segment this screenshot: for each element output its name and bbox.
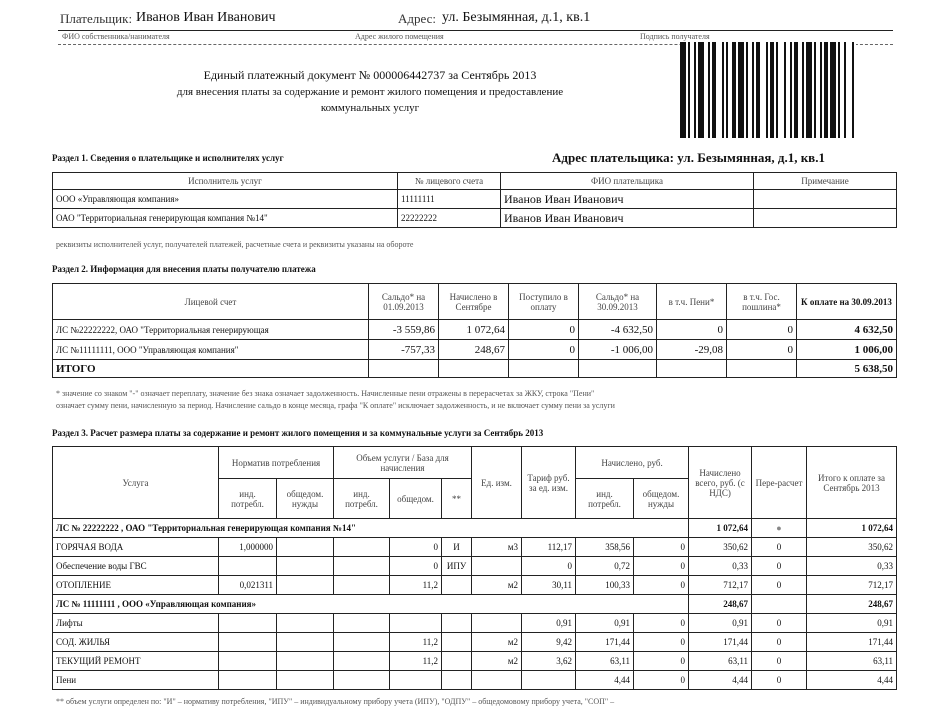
vol-common-cell: 11,2 bbox=[390, 576, 442, 595]
to-pay-cell: 248,67 bbox=[807, 595, 897, 614]
payment-table bbox=[52, 283, 897, 378]
table-row bbox=[53, 320, 897, 340]
vol-star-cell: И bbox=[442, 538, 472, 557]
ch-ind-cell: 100,33 bbox=[576, 576, 634, 595]
table-row bbox=[53, 652, 897, 671]
recalc-cell: 0 bbox=[752, 557, 807, 576]
to-pay-cell: 1 072,64 bbox=[807, 519, 897, 538]
col-payer-name: ФИО плательщика bbox=[501, 173, 754, 190]
recalc-cell: 0 bbox=[752, 538, 807, 557]
vol-common-cell: 11,2 bbox=[390, 633, 442, 652]
barcode-image bbox=[680, 42, 930, 138]
vol-star-cell: ИПУ bbox=[442, 557, 472, 576]
section2-footnote-1: * значение со знаком "-" означает переплату, значение без знака означает задолженность. Начисленные пени отражены в перерасчетах за ЖКУ, строка "Пени" bbox=[56, 389, 595, 398]
norm-common-cell bbox=[277, 538, 334, 557]
total-charged-cell: 0,91 bbox=[689, 614, 752, 633]
col-provider: Исполнитель услуг bbox=[53, 173, 398, 190]
ch-ind-cell: 0,91 bbox=[576, 614, 634, 633]
account-cell: ЛС №22222222, ОАО "Территориальная генерирующая bbox=[53, 320, 369, 340]
norm-ind-cell: 0,021311 bbox=[219, 576, 277, 595]
service-cell: СОД. ЖИЛЬЯ bbox=[53, 633, 219, 652]
col-peni: в т.ч. Пени* bbox=[657, 284, 727, 320]
ch-ind-cell: 4,44 bbox=[576, 671, 634, 690]
total-label: ИТОГО bbox=[53, 360, 369, 378]
section1-title: Раздел 1. Сведения о плательщике и исполнителях услуг bbox=[52, 153, 284, 163]
to-pay-cell: 712,17 bbox=[807, 576, 897, 595]
total-row bbox=[53, 360, 897, 378]
charged-cell: 1 072,64 bbox=[439, 320, 509, 340]
recalc-cell: ● bbox=[752, 519, 807, 538]
vol-common-cell bbox=[390, 614, 442, 633]
col-service: Услуга bbox=[53, 447, 219, 519]
recalc-cell: 0 bbox=[752, 614, 807, 633]
ch-ind-cell: 358,56 bbox=[576, 538, 634, 557]
vol-ind-cell bbox=[334, 633, 390, 652]
col-to-pay: К оплате на 30.09.2013 bbox=[797, 284, 897, 320]
ch-ind-cell: 171,44 bbox=[576, 633, 634, 652]
unit-cell bbox=[472, 614, 522, 633]
note-cell bbox=[754, 190, 897, 209]
total-charged-cell: 712,17 bbox=[689, 576, 752, 595]
norm-ind-cell bbox=[219, 633, 277, 652]
saldo-start-cell: -757,33 bbox=[369, 340, 439, 360]
col-paid: Поступило в оплату bbox=[509, 284, 579, 320]
address-value: ул. Безымянная, д.1, кв.1 bbox=[442, 10, 591, 25]
total-charged-cell: 63,11 bbox=[689, 652, 752, 671]
vol-common-cell: 11,2 bbox=[390, 652, 442, 671]
col-saldo-start: Сальдо* на 01.09.2013 bbox=[369, 284, 439, 320]
caption-signature: Подпись получателя bbox=[640, 32, 710, 41]
document-subtitle-1: для внесения платы за содержание и ремонт жилого помещения и предоставление bbox=[176, 86, 564, 98]
total-charged-cell: 248,67 bbox=[689, 595, 752, 614]
unit-cell: м3 bbox=[472, 538, 522, 557]
recalc-cell: 0 bbox=[752, 671, 807, 690]
norm-common-cell bbox=[277, 557, 334, 576]
calculation-table bbox=[52, 446, 897, 690]
col-recalc: Пере-расчет bbox=[752, 447, 807, 519]
table-row bbox=[53, 340, 897, 360]
col-charged: Начислено, руб. bbox=[576, 447, 689, 479]
to-pay-cell: 63,11 bbox=[807, 652, 897, 671]
norm-common-cell bbox=[277, 576, 334, 595]
ch-ind-cell: 0,72 bbox=[576, 557, 634, 576]
providers-table bbox=[52, 172, 897, 228]
col-norm-ind: инд. потребл. bbox=[219, 479, 277, 519]
tariff-cell bbox=[522, 671, 576, 690]
recalc-cell: 0 bbox=[752, 633, 807, 652]
document-title: Единый платежный документ № 000006442737 за Сентябрь 2013 bbox=[203, 68, 537, 82]
vol-common-cell: 0 bbox=[390, 557, 442, 576]
caption-owner: ФИО собственника/нанимателя bbox=[62, 32, 170, 41]
total-charged-cell: 171,44 bbox=[689, 633, 752, 652]
ch-common-cell: 0 bbox=[634, 576, 689, 595]
tariff-cell: 0 bbox=[522, 557, 576, 576]
recalc-cell bbox=[752, 595, 807, 614]
col-vol-ind: инд. потребл. bbox=[334, 479, 390, 519]
vol-ind-cell bbox=[334, 538, 390, 557]
tariff-cell: 9,42 bbox=[522, 633, 576, 652]
vol-star-cell bbox=[442, 633, 472, 652]
col-norm: Норматив потребления bbox=[219, 447, 334, 479]
tariff-cell: 112,17 bbox=[522, 538, 576, 557]
unit-cell: м2 bbox=[472, 652, 522, 671]
payer-name-cell: Иванов Иван Иванович bbox=[501, 209, 754, 228]
ch-common-cell: 0 bbox=[634, 652, 689, 671]
recalc-cell: 0 bbox=[752, 652, 807, 671]
col-saldo-end: Сальдо* на 30.09.2013 bbox=[579, 284, 657, 320]
peni-cell: 0 bbox=[657, 320, 727, 340]
total-value: 5 638,50 bbox=[797, 360, 897, 378]
col-unit: Ед. изм. bbox=[472, 447, 522, 519]
vol-ind-cell bbox=[334, 671, 390, 690]
col-account: № лицевого счета bbox=[398, 173, 501, 190]
col-ch-common: общедом. нужды bbox=[634, 479, 689, 519]
duty-cell: 0 bbox=[727, 320, 797, 340]
saldo-end-cell: -4 632,50 bbox=[579, 320, 657, 340]
caption-address: Адрес жилого помещения bbox=[355, 32, 444, 41]
section3-footnote: ** объем услуги определен по: "И" – нормативу потребления, "ИПУ" – индивидуальному прибору учета (ИПУ), "ОДПУ" – общедомовому прибору учета, "СОП" – bbox=[56, 697, 615, 706]
payer-name: Иванов Иван Иванович bbox=[136, 10, 276, 25]
vol-star-cell bbox=[442, 652, 472, 671]
section2-title: Раздел 2. Информация для внесения платы получателю платежа bbox=[52, 264, 316, 274]
duty-cell: 0 bbox=[727, 340, 797, 360]
ch-common-cell: 0 bbox=[634, 614, 689, 633]
account-cell: 11111111 bbox=[398, 190, 501, 209]
charged-cell: 248,67 bbox=[439, 340, 509, 360]
vol-common-cell bbox=[390, 671, 442, 690]
to-pay-cell: 171,44 bbox=[807, 633, 897, 652]
table-row bbox=[53, 209, 897, 228]
paid-cell: 0 bbox=[509, 340, 579, 360]
vol-ind-cell bbox=[334, 557, 390, 576]
group-label: ЛС № 22222222 , ОАО "Территориальная генерирующая компания №14" bbox=[53, 519, 689, 538]
payer-line bbox=[58, 8, 893, 31]
to-pay-cell: 1 006,00 bbox=[797, 340, 897, 360]
ch-common-cell: 0 bbox=[634, 557, 689, 576]
to-pay-cell: 0,91 bbox=[807, 614, 897, 633]
vol-star-cell bbox=[442, 614, 472, 633]
paid-cell: 0 bbox=[509, 320, 579, 340]
col-volume: Объем услуги / База для начисления bbox=[334, 447, 472, 479]
provider-cell: ООО «Управляющая компания» bbox=[53, 190, 398, 209]
col-vol-common: общедом. bbox=[390, 479, 442, 519]
total-charged-cell: 4,44 bbox=[689, 671, 752, 690]
recalc-cell: 0 bbox=[752, 576, 807, 595]
section1-footnote: реквизиты исполнителей услуг, получателей платежей, расчетные счета и реквизиты указаны на обороте bbox=[56, 240, 414, 249]
tariff-cell: 3,62 bbox=[522, 652, 576, 671]
service-cell: ОТОПЛЕНИЕ bbox=[53, 576, 219, 595]
to-pay-cell: 350,62 bbox=[807, 538, 897, 557]
payer-name-cell: Иванов Иван Иванович bbox=[501, 190, 754, 209]
tariff-cell: 0,91 bbox=[522, 614, 576, 633]
col-account: Лицевой счет bbox=[53, 284, 369, 320]
norm-ind-cell bbox=[219, 671, 277, 690]
col-tariff: Тариф руб. за ед. изм. bbox=[522, 447, 576, 519]
service-cell: Лифты bbox=[53, 614, 219, 633]
norm-ind-cell bbox=[219, 557, 277, 576]
col-total-charged: Начислено всего, руб. (с НДС) bbox=[689, 447, 752, 519]
vol-ind-cell bbox=[334, 652, 390, 671]
tariff-cell: 30,11 bbox=[522, 576, 576, 595]
account-cell: ЛС №11111111, ООО "Управляющая компания" bbox=[53, 340, 369, 360]
table-row bbox=[53, 576, 897, 595]
to-pay-cell: 4,44 bbox=[807, 671, 897, 690]
col-duty: в т.ч. Гос. пошлина* bbox=[727, 284, 797, 320]
note-cell bbox=[754, 209, 897, 228]
group-row bbox=[53, 519, 897, 538]
col-norm-common: общедом. нужды bbox=[277, 479, 334, 519]
table-row bbox=[53, 190, 897, 209]
vol-ind-cell bbox=[334, 576, 390, 595]
total-charged-cell: 0,33 bbox=[689, 557, 752, 576]
section2-footnote-2: означает сумму пени, начисленную за период. Начисление сальдо в конце месяца, графа "К оплате" исключает задолженность, и не включает сумму пени за услуги bbox=[56, 401, 615, 410]
norm-common-cell bbox=[277, 652, 334, 671]
norm-ind-cell: 1,000000 bbox=[219, 538, 277, 557]
saldo-start-cell: -3 559,86 bbox=[369, 320, 439, 340]
col-note: Примечание bbox=[754, 173, 897, 190]
address-label: Адрес: bbox=[398, 11, 436, 26]
section1-address: Адрес плательщика: ул. Безымянная, д.1, кв.1 bbox=[552, 150, 825, 165]
table-row bbox=[53, 671, 897, 690]
service-cell: ГОРЯЧАЯ ВОДА bbox=[53, 538, 219, 557]
norm-ind-cell bbox=[219, 614, 277, 633]
barcode-bar bbox=[854, 42, 856, 138]
saldo-end-cell: -1 006,00 bbox=[579, 340, 657, 360]
table-row bbox=[53, 633, 897, 652]
norm-ind-cell bbox=[219, 652, 277, 671]
unit-cell: м2 bbox=[472, 576, 522, 595]
provider-cell: ОАО "Территориальная генерирующая компания №14" bbox=[53, 209, 398, 228]
vol-ind-cell bbox=[334, 614, 390, 633]
total-charged-cell: 350,62 bbox=[689, 538, 752, 557]
norm-common-cell bbox=[277, 633, 334, 652]
norm-common-cell bbox=[277, 671, 334, 690]
table-row bbox=[53, 538, 897, 557]
payer-label: Плательщик: bbox=[60, 11, 133, 26]
section3-title: Раздел 3. Расчет размера платы за содержание и ремонт жилого помещения и за коммунальные услуги за Сентябрь 2013 bbox=[52, 428, 544, 438]
col-to-pay: Итого к оплате за Сентябрь 2013 bbox=[807, 447, 897, 519]
vol-common-cell: 0 bbox=[390, 538, 442, 557]
group-row bbox=[53, 595, 897, 614]
service-cell: Обеспечение воды ГВС bbox=[53, 557, 219, 576]
ch-ind-cell: 63,11 bbox=[576, 652, 634, 671]
table-row bbox=[53, 557, 897, 576]
unit-cell bbox=[472, 557, 522, 576]
vol-star-cell bbox=[442, 576, 472, 595]
col-charged: Начислено в Сентябре bbox=[439, 284, 509, 320]
vol-star-cell bbox=[442, 671, 472, 690]
norm-common-cell bbox=[277, 614, 334, 633]
to-pay-cell: 4 632,50 bbox=[797, 320, 897, 340]
account-cell: 22222222 bbox=[398, 209, 501, 228]
document-subtitle-2: коммунальных услуг bbox=[320, 102, 420, 114]
col-vol-star: ** bbox=[442, 479, 472, 519]
table-row bbox=[53, 614, 897, 633]
peni-cell: -29,08 bbox=[657, 340, 727, 360]
col-ch-ind: инд. потребл. bbox=[576, 479, 634, 519]
to-pay-cell: 0,33 bbox=[807, 557, 897, 576]
group-label: ЛС № 11111111 , ООО «Управляющая компания» bbox=[53, 595, 689, 614]
unit-cell: м2 bbox=[472, 633, 522, 652]
ch-common-cell: 0 bbox=[634, 671, 689, 690]
total-charged-cell: 1 072,64 bbox=[689, 519, 752, 538]
service-cell: Пени bbox=[53, 671, 219, 690]
ch-common-cell: 0 bbox=[634, 633, 689, 652]
service-cell: ТЕКУЩИЙ РЕМОНТ bbox=[53, 652, 219, 671]
ch-common-cell: 0 bbox=[634, 538, 689, 557]
unit-cell bbox=[472, 671, 522, 690]
